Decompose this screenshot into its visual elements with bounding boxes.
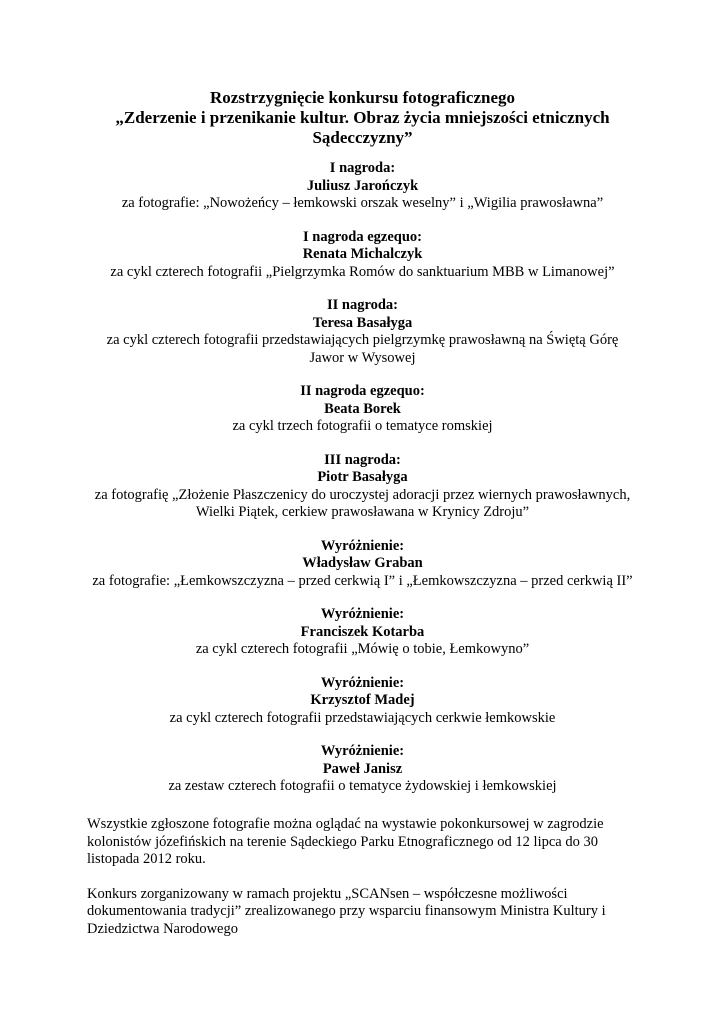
award-winner: Teresa Basałyga xyxy=(312,314,413,331)
award-rank: I nagroda: xyxy=(329,160,396,176)
exhibition-note-line-2: kolonistów józefińskich na terenie Sądeckiego Parku Etnograficznego od 12 lipca do 30 xyxy=(87,833,598,850)
award-entry xyxy=(50,160,675,213)
title-line-1: Rozstrzygnięcie konkursu fotograficznego xyxy=(209,88,515,107)
award-description: za fotografie: „Nowożeńcy – łemkowski orszak weselny” i „Wigilia prawosławna” xyxy=(121,195,604,211)
award-entry xyxy=(50,452,675,522)
exhibition-note-line-1: Wszystkie zgłoszone fotografie można oglądać na wystawie pokonkursowej w zagrodzie xyxy=(87,816,604,832)
award-description: za fotografie: „Łemkowszczyzna – przed cerkwią I” i „Łemkowszczyzna – przed cerkwią II” xyxy=(92,572,633,589)
project-note xyxy=(87,886,647,939)
award-entry xyxy=(50,606,675,659)
award-winner: Piotr Basałyga xyxy=(317,469,408,485)
title-line-2: „Zderzenie i przenikanie kultur. Obraz życia mniejszości etnicznych xyxy=(115,108,610,127)
project-note-line-3: Dziedzictwa Narodowego xyxy=(87,920,238,937)
award-description: za cykl czterech fotografii przedstawiających pielgrzymkę prawosławną na Świętą Górę xyxy=(106,332,619,348)
award-winner: Juliusz Jarończyk xyxy=(306,177,419,194)
award-description: za cykl czterech fotografii przedstawiających cerkwie łemkowskie xyxy=(169,709,556,726)
document-title xyxy=(60,88,665,148)
award-rank: III nagroda: xyxy=(324,451,401,468)
award-description: za cykl czterech fotografii „Pielgrzymka Romów do sanktuarium MBB w Limanowej” xyxy=(110,263,615,280)
award-description-continued: Wielki Piątek, cerkiew prawosławana w Krynicy Zdroju” xyxy=(195,504,530,520)
award-rank: Wyróżnienie: xyxy=(320,537,405,554)
award-entry xyxy=(50,538,675,591)
award-description: za cykl trzech fotografii o tematyce romskiej xyxy=(232,418,493,434)
award-description: za zestaw czterech fotografii o tematyce żydowskiej i łemkowskiej xyxy=(168,778,557,794)
award-entry xyxy=(50,297,675,367)
award-rank: Wyróżnienie: xyxy=(320,743,405,759)
closing-notes xyxy=(87,816,647,955)
award-description: za fotografię „Złożenie Płaszczenicy do uroczystej adoracji przez wiernych prawosławnych, xyxy=(94,486,631,503)
award-rank: II nagroda egzequo: xyxy=(300,383,425,399)
project-note-line-2: dokumentowania tradycji” zrealizowanego przy wsparciu finansowym Ministra Kultury i xyxy=(87,903,606,919)
award-rank: I nagroda egzequo: xyxy=(303,228,422,245)
project-note-line-1: Konkurs zorganizowany w ramach projektu „SCANsen – współczesne możliwości xyxy=(87,885,568,902)
award-winner: Franciszek Kotarba xyxy=(300,623,425,640)
award-winner: Paweł Janisz xyxy=(322,760,403,777)
exhibition-note-line-3: listopada 2012 roku. xyxy=(87,851,206,867)
award-description: za cykl czterech fotografii „Mówię o tobie, Łemkowyno” xyxy=(195,641,530,657)
award-entry xyxy=(50,383,675,436)
award-rank: Wyróżnienie: xyxy=(320,674,405,691)
award-winner: Krzysztof Madej xyxy=(310,692,415,708)
award-winner: Renata Michalczyk xyxy=(302,246,423,262)
exhibition-note xyxy=(87,816,647,869)
award-rank: Wyróżnienie: xyxy=(320,606,405,622)
award-entry xyxy=(50,675,675,728)
award-rank: II nagroda: xyxy=(326,297,399,313)
award-entry xyxy=(50,743,675,796)
awards-list xyxy=(50,160,675,812)
award-winner: Beata Borek xyxy=(324,400,401,417)
award-description-continued: Jawor w Wysowej xyxy=(309,349,416,366)
award-winner: Władysław Graban xyxy=(302,555,423,571)
title-line-3: Sądecczyzny” xyxy=(312,128,413,147)
award-entry xyxy=(50,229,675,282)
